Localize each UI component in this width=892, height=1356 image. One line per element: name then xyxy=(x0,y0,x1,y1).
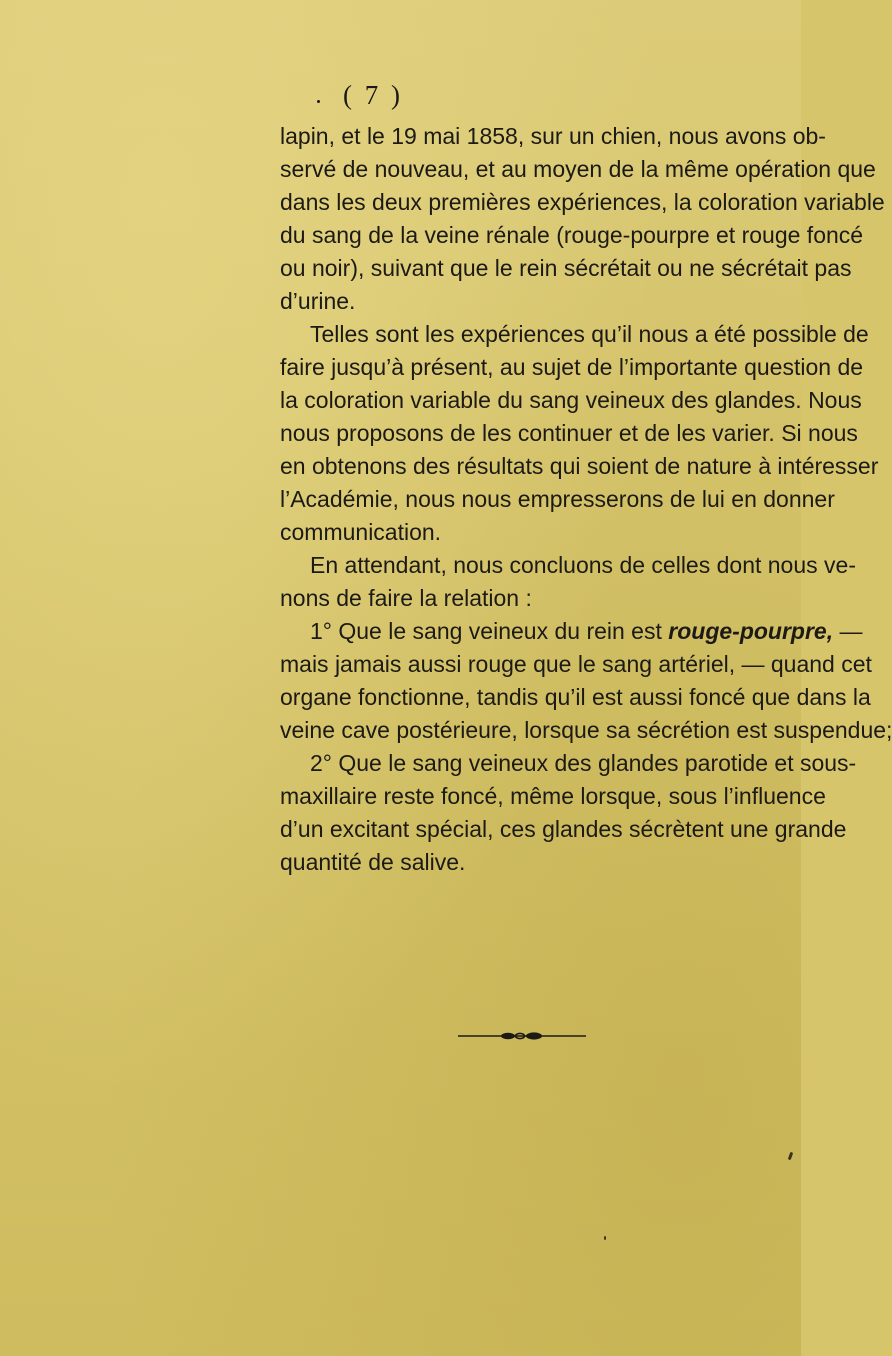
text-line-4: du sang de la veine rénale (rouge-pourpre et rouge foncé xyxy=(280,222,864,248)
text-line-5: ou noir), suivant que le rein sécrétait ou ne sécrétait pas xyxy=(280,255,852,281)
text-line-20: 2° Que le sang veineux des glandes parotide et sous- xyxy=(310,750,857,776)
emphasis-rouge-pourpre: rouge-pourpre, xyxy=(668,618,834,644)
text-line-6: d’urine. xyxy=(280,288,356,314)
paper-speck xyxy=(604,1236,606,1240)
text-line-8: faire jusqu’à présent, au sujet de l’importante question de xyxy=(280,354,864,380)
text-line-17: mais jamais aussi rouge que le sang artériel, — quand cet xyxy=(280,651,872,677)
text-line-13: communication. xyxy=(280,519,442,545)
text-line-12: l’Académie, nous nous empresserons de lui en donner xyxy=(280,486,835,512)
text-line-9: la coloration variable du sang veineux des glandes. Nous xyxy=(280,387,862,413)
page-number: ( 7 ) xyxy=(343,80,403,110)
paper-speck xyxy=(788,1152,794,1161)
text-line-15: nons de faire la relation : xyxy=(280,585,532,611)
text-line-22: d’un excitant spécial, ces glandes sécrètent une grande xyxy=(280,816,847,842)
text-line-19: veine cave postérieure, lorsque sa sécrétion est suspendue; xyxy=(280,717,892,743)
text-line-18: organe fonctionne, tandis qu’il est aussi foncé que dans la xyxy=(280,684,871,710)
emphasis-dash: — xyxy=(833,618,863,644)
text-line-10: nous proposons de les continuer et de les varier. Si nous xyxy=(280,420,858,446)
text-line-14: En attendant, nous concluons de celles dont nous ve- xyxy=(310,552,856,578)
text-line-2: servé de nouveau, et au moyen de la même opération que xyxy=(280,156,876,182)
text-line-1: lapin, et le 19 mai 1858, sur un chien, nous avons ob- xyxy=(280,123,826,149)
text-line-23: quantité de salive. xyxy=(280,849,466,875)
text-line-11: en obtenons des résultats qui soient de nature à intéresser xyxy=(280,453,879,479)
text-line-16-start: 1° Que le sang veineux du rein est xyxy=(310,618,662,644)
text-line-3: dans les deux premières expériences, la coloration variable xyxy=(280,189,885,215)
end-ornament-icon xyxy=(452,1030,592,1042)
text-line-21: maxillaire reste foncé, même lorsque, sous l’influence xyxy=(280,783,826,809)
text-line-7: Telles sont les expériences qu’il nous a été possible de xyxy=(310,321,869,347)
text-line-16 xyxy=(310,616,863,646)
stray-dot xyxy=(317,100,320,103)
